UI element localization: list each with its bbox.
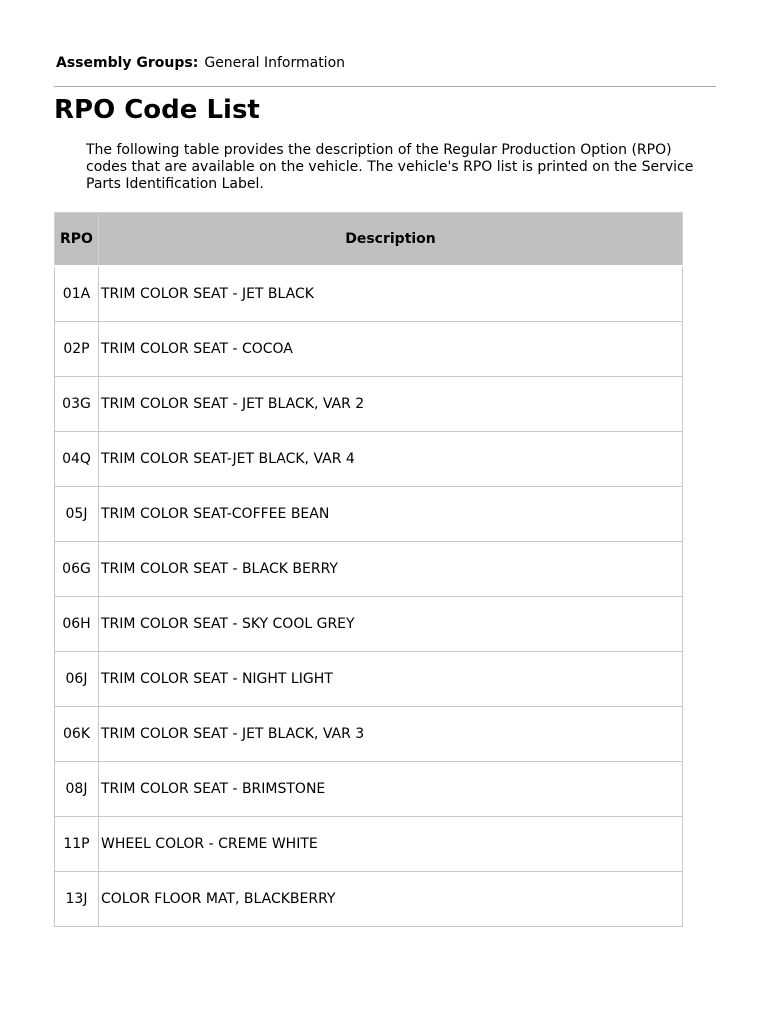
rpo-code-cell: 04Q <box>55 432 99 487</box>
table-row <box>55 266 683 322</box>
rpo-code-cell: 01A <box>55 266 99 322</box>
description-cell: TRIM COLOR SEAT-JET BLACK, VAR 4 <box>99 432 683 487</box>
rpo-code-cell: 06G <box>55 542 99 597</box>
description-cell: TRIM COLOR SEAT - BLACK BERRY <box>99 542 683 597</box>
table-row <box>55 322 683 377</box>
table-row <box>55 872 683 927</box>
description-cell: TRIM COLOR SEAT - COCOA <box>99 322 683 377</box>
table-row <box>55 377 683 432</box>
rpo-code-cell: 03G <box>55 377 99 432</box>
description-cell: COLOR FLOOR MAT, BLACKBERRY <box>99 872 683 927</box>
table-row <box>55 817 683 872</box>
rpo-code-cell: 13J <box>55 872 99 927</box>
description-cell: TRIM COLOR SEAT - NIGHT LIGHT <box>99 652 683 707</box>
rpo-code-cell: 06J <box>55 652 99 707</box>
table-row <box>55 597 683 652</box>
rpo-code-cell: 02P <box>55 322 99 377</box>
header-divider <box>54 86 716 87</box>
rpo-code-cell: 11P <box>55 817 99 872</box>
table-header-row <box>55 213 683 267</box>
description-cell: TRIM COLOR SEAT - JET BLACK <box>99 266 683 322</box>
intro-paragraph: The following table provides the description of the Regular Production Option (RPO) codes that are available on the vehicle. The vehicle's RPO list is printed on the Service Parts Identification Label. <box>86 142 694 192</box>
assembly-groups-line <box>56 54 345 72</box>
table-row <box>55 707 683 762</box>
column-header-description: Description <box>99 213 683 267</box>
page-title: RPO Code List <box>54 95 260 125</box>
description-cell: TRIM COLOR SEAT - SKY COOL GREY <box>99 597 683 652</box>
rpo-code-cell: 06H <box>55 597 99 652</box>
rpo-code-table <box>54 212 683 927</box>
description-cell: TRIM COLOR SEAT - BRIMSTONE <box>99 762 683 817</box>
rpo-code-cell: 05J <box>55 487 99 542</box>
description-cell: WHEEL COLOR - CREME WHITE <box>99 817 683 872</box>
table-row <box>55 487 683 542</box>
assembly-groups-value: General Information <box>204 55 346 71</box>
table-row <box>55 432 683 487</box>
column-header-rpo: RPO <box>55 213 99 267</box>
table-row <box>55 762 683 817</box>
rpo-code-cell: 08J <box>55 762 99 817</box>
description-cell: TRIM COLOR SEAT - JET BLACK, VAR 2 <box>99 377 683 432</box>
description-cell: TRIM COLOR SEAT - JET BLACK, VAR 3 <box>99 707 683 762</box>
assembly-groups-label: Assembly Groups: <box>56 55 199 71</box>
rpo-code-cell: 06K <box>55 707 99 762</box>
description-cell: TRIM COLOR SEAT-COFFEE BEAN <box>99 487 683 542</box>
table-row <box>55 542 683 597</box>
table-row <box>55 652 683 707</box>
